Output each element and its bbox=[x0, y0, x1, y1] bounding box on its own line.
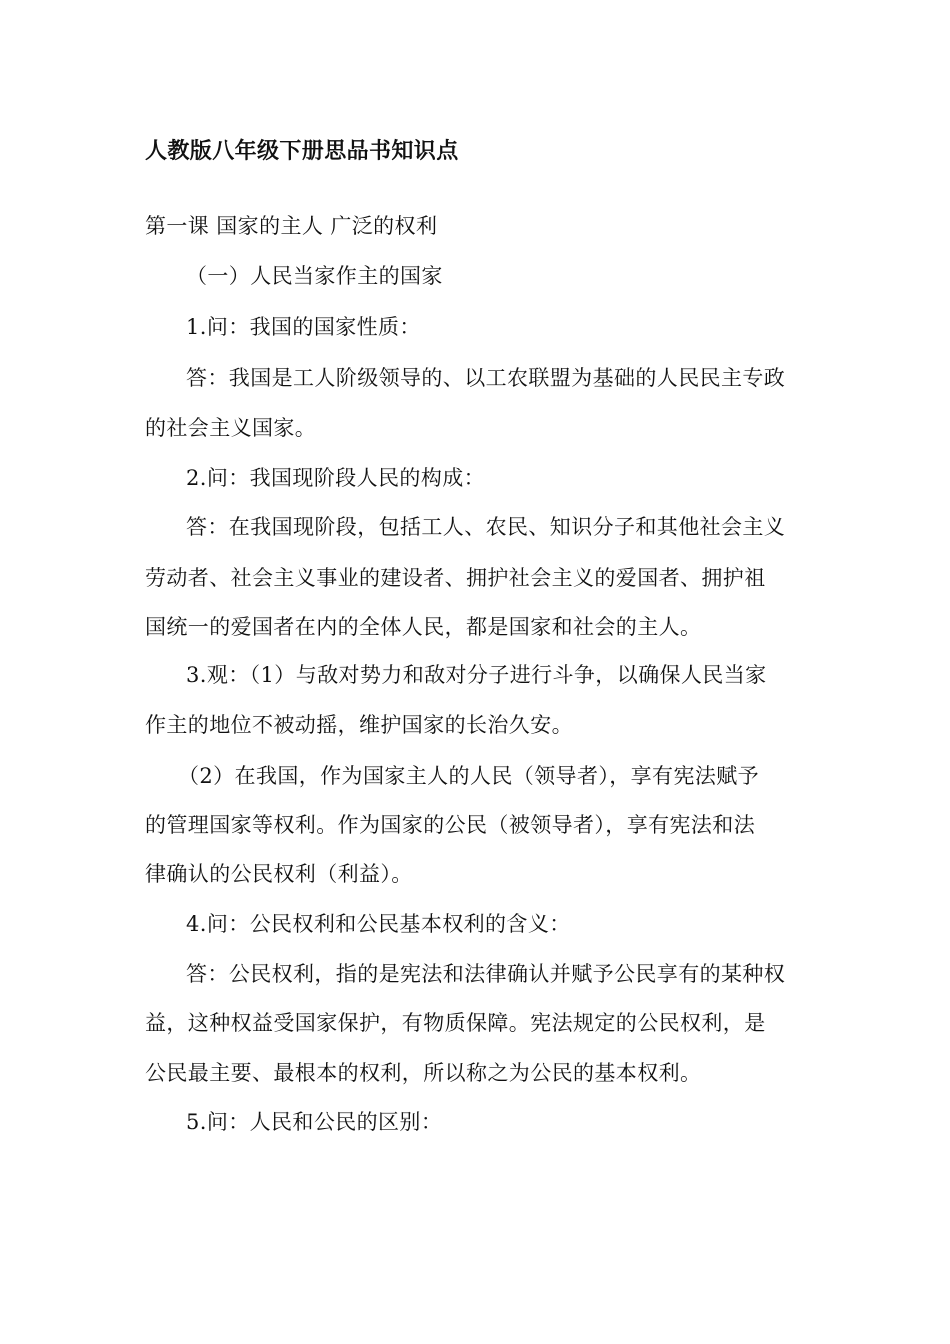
question-line: 4.问：公民权利和公民基本权利的含义： bbox=[186, 912, 571, 936]
body-line: 益，这种权益受国家保护，有物质保障。宪法规定的公民权利，是 bbox=[145, 1011, 766, 1035]
body-line: 作主的地位不被动摇，维护国家的长治久安。 bbox=[145, 713, 573, 737]
body-line: 律确认的公民权利（利益）。 bbox=[145, 862, 413, 886]
viewpoint-line: 3.观：（1）与敌对势力和敌对分子进行斗争，以确保人民当家 bbox=[186, 663, 767, 687]
question-line: 5.问：人民和公民的区别： bbox=[186, 1110, 443, 1134]
viewpoint-line: （2）在我国，作为国家主人的人民（领导者），享有宪法赋予 bbox=[178, 764, 760, 788]
body-line: 公民最主要、最根本的权利，所以称之为公民的基本权利。 bbox=[145, 1061, 702, 1085]
answer-line: 答：公民权利，指的是宪法和法律确认并赋予公民享有的某种权 bbox=[186, 962, 786, 986]
body-line: 的管理国家等权利。作为国家的公民（被领导者），享有宪法和法 bbox=[145, 813, 756, 837]
lesson-heading: 第一课 国家的主人 广泛的权利 bbox=[145, 214, 438, 238]
body-line: 的社会主义国家。 bbox=[145, 416, 317, 440]
body-line: 国统一的爱国者在内的全体人民，都是国家和社会的主人。 bbox=[145, 615, 702, 639]
question-line: 2.问：我国现阶段人民的构成： bbox=[186, 466, 486, 490]
question-line: 1.问：我国的国家性质： bbox=[186, 315, 421, 339]
body-line: 劳动者、社会主义事业的建设者、拥护社会主义的爱国者、拥护祖 bbox=[145, 566, 766, 590]
section-heading: （一）人民当家作主的国家 bbox=[186, 264, 443, 288]
answer-line: 答：我国是工人阶级领导的、以工农联盟为基础的人民民主专政 bbox=[186, 366, 786, 390]
answer-line: 答：在我国现阶段，包括工人、农民、知识分子和其他社会主义 bbox=[186, 515, 786, 539]
document-title: 人教版八年级下册思品书知识点 bbox=[145, 138, 459, 164]
